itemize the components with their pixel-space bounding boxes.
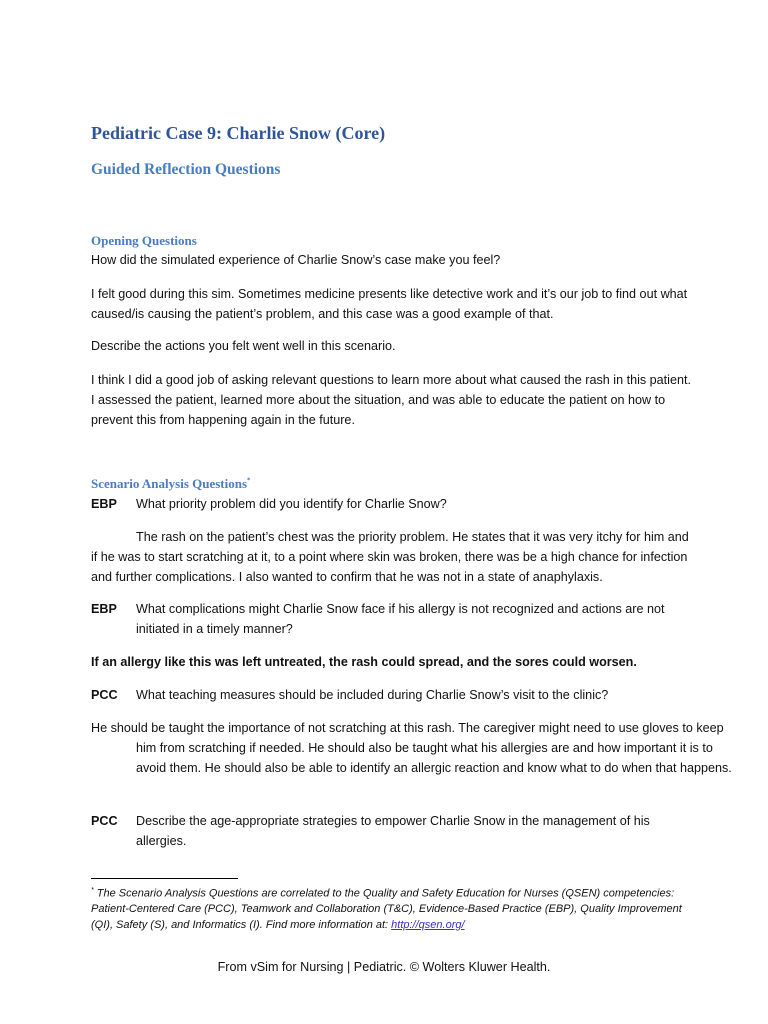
footnote-mark: * xyxy=(91,887,94,894)
scenario-answer-2: If an allergy like this was left untreated, the rash could spread, and the sores could worsen. xyxy=(91,655,637,669)
scenario-answer-1: The rash on the patient’s chest was the priority problem. He states that it was very itchy for him and if he was to start scratching at it, to a point where skin was broken, there was be a high chance for infection and further complications. I also wanted to confirm that he was not in a state of anaphylaxis. xyxy=(91,530,689,584)
document-subtitle: Guided Reflection Questions xyxy=(91,161,281,178)
scenario-analysis-heading-text: Scenario Analysis Questions xyxy=(91,476,248,491)
opening-question-1: How did the simulated experience of Charlie Snow’s case make you feel? xyxy=(91,253,501,267)
opening-question-2: Describe the actions you felt went well in this scenario. xyxy=(91,339,396,353)
footnote-text: The Scenario Analysis Questions are correlated to the Quality and Safety Education for Nurses (QSEN) competencies: Patient-Centered Care (PCC), Teamwork and Collaboration (T&C), Evidence-Based Practice (EBP), Quality Improvement (QI), Safety (S), and Informatics (I). Find more information at: xyxy=(91,887,682,931)
opening-answer-2: I think I did a good job of asking relevant questions to learn more about what caused the rash in this patient. I assessed the patient, learned more about the situation, and was able to educate the patient on how to prevent this from happening again in the future. xyxy=(91,373,691,427)
scenario-question-2 xyxy=(91,599,691,639)
question-text: Describe the age-appropriate strategies to empower Charlie Snow in the management of his allergies. xyxy=(136,814,650,848)
scenario-question-1 xyxy=(91,494,691,514)
footnote-reference-mark: * xyxy=(247,476,251,485)
qsen-tag: EBP xyxy=(91,602,117,616)
document-title: Pediatric Case 9: Charlie Snow (Core) xyxy=(91,123,386,143)
qsen-tag: PCC xyxy=(91,688,118,702)
qsen-tag: PCC xyxy=(91,814,118,828)
question-text: What complications might Charlie Snow face if his allergy is not recognized and actions are not initiated in a timely manner? xyxy=(136,602,665,636)
opening-answer-1: I felt good during this sim. Sometimes medicine presents like detective work and it’s our job to find out what caused/is causing the patient’s problem, and this case was a good example of that. xyxy=(91,287,688,321)
page-footer: From vSim for Nursing | Pediatric. © Wolters Kluwer Health. xyxy=(217,960,551,974)
opening-questions-heading: Opening Questions xyxy=(91,233,197,248)
scenario-question-3 xyxy=(91,685,691,705)
footnote-separator xyxy=(91,878,238,879)
qsen-tag: EBP xyxy=(91,497,117,511)
qsen-link[interactable]: http://qsen.org/ xyxy=(391,918,465,931)
question-text: What priority problem did you identify for Charlie Snow? xyxy=(136,497,447,511)
question-text: What teaching measures should be included during Charlie Snow’s visit to the clinic? xyxy=(136,688,609,702)
scenario-question-4 xyxy=(91,811,691,851)
footnote xyxy=(91,883,691,933)
scenario-analysis-heading xyxy=(91,476,251,492)
scenario-answer-3: He should be taught the importance of not scratching at this rash. The caregiver might need to use gloves to keep him from scratching if needed. He should also be taught what his allergies are and how important it is to avoid them. He should also be able to identify an allergic reaction and know what to do when that happens. xyxy=(91,721,732,775)
